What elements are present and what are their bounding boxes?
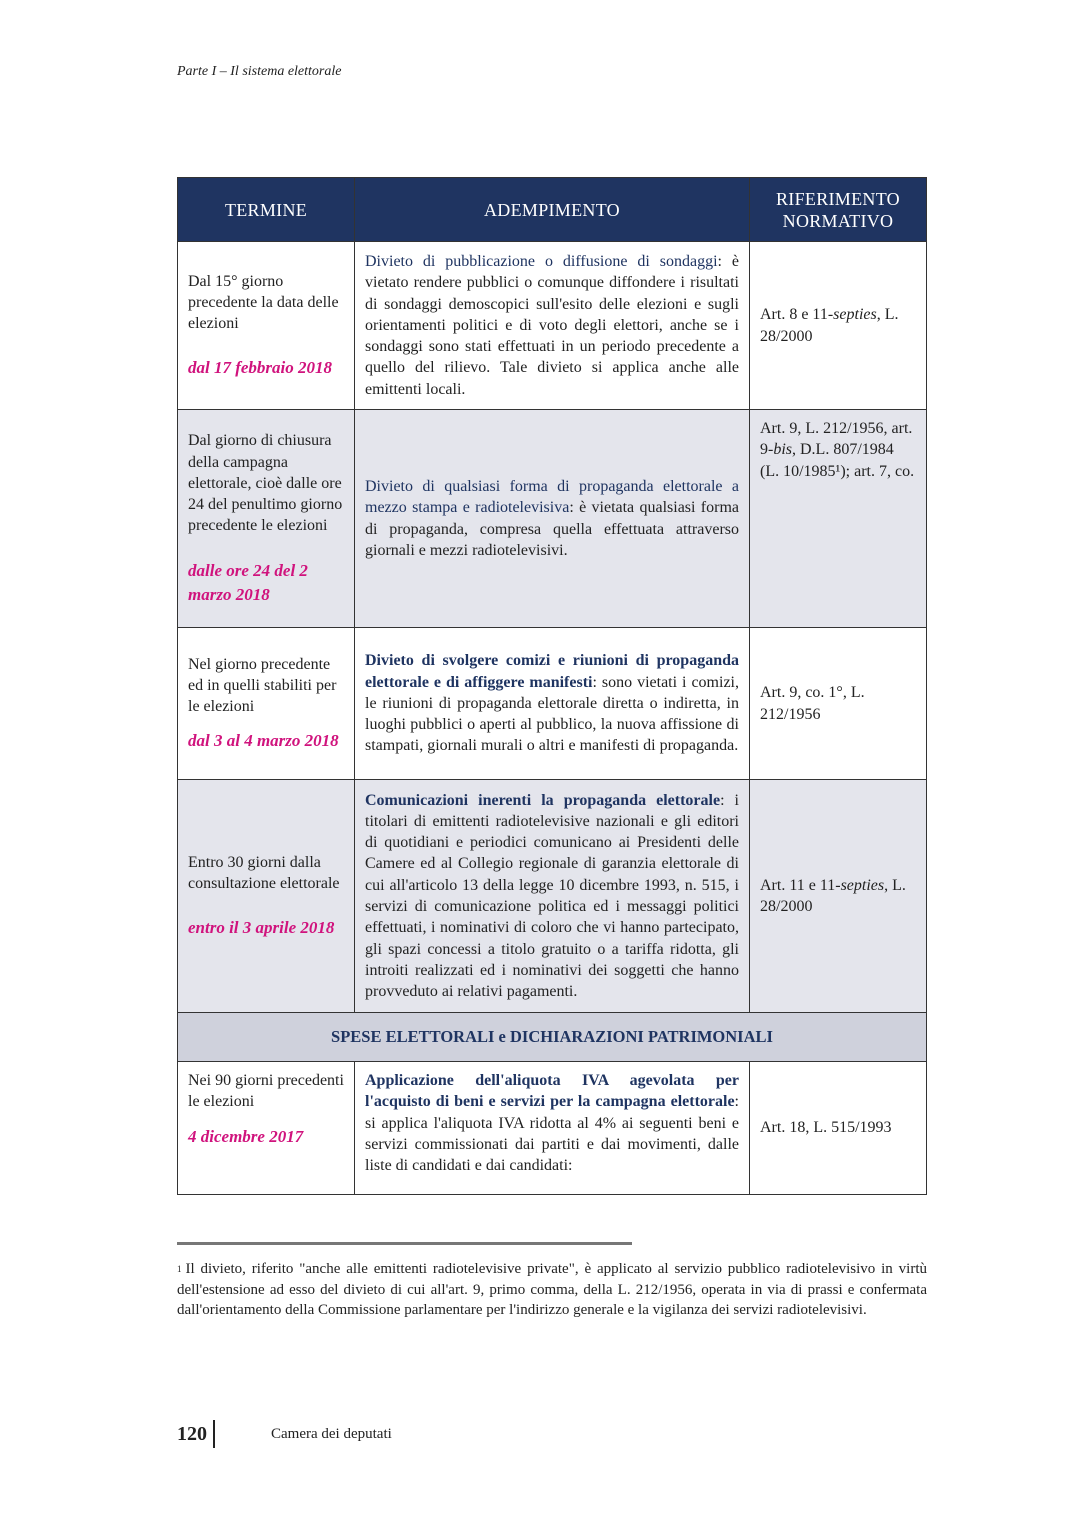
date-text: dal 17 febbraio 2018 — [188, 358, 333, 378]
reference-text: , D.L. 807/1984 (L. 10/1985¹); art. 7, co. — [760, 441, 915, 480]
obligation-cell — [355, 410, 750, 628]
reference-italic: septies — [833, 306, 877, 324]
obligation-text: : è vietata qualsiasi forma di propaganda, compresa quella effettuata attraverso giornali e mezzi radiotelevisivi. — [365, 499, 739, 559]
obligation-lead: Divieto di svolgere comizi e riunioni di propaganda elettorale e di affiggere manifesti — [365, 652, 739, 691]
obligation-text: : i titolari di emittenti radiotelevisive nazionali e gli editori di quotidiani e periodici comunicano ai Presidenti delle Camere ed al Collegio regionale di garanzia elettorale di cui all'articolo 13 della legge 10 dicembre 1993, n. 515, i servizi di comunicazione politica ed i messaggi politici effettuati, i nominativi di coloro che vi hanno partecipato, gli spazi concessi a titolo gratuito o a tariffa ridotta, gli introiti realizzati ed i nominativi dei soggetti che hanno provveduto ai relativi pagamenti. — [365, 791, 739, 1001]
reference-text: Art. 11 e 11- — [760, 876, 841, 894]
term-cell — [178, 1062, 355, 1195]
reference-text: Art. 8 e 11- — [760, 306, 834, 324]
table-header-row — [178, 178, 927, 242]
term-text: Nei 90 giorni precedenti le elezioni — [188, 1072, 344, 1111]
reference-text: Art. 18, L. 515/1993 — [760, 1119, 892, 1137]
term-text: Dal 15° giorno precedente la data delle elezioni — [188, 272, 339, 333]
table-row — [178, 410, 927, 628]
obligation-cell — [355, 1062, 750, 1195]
reference-text: , L. 28/2000 — [760, 876, 906, 915]
reference-cell — [750, 1062, 927, 1195]
deadlines-table — [177, 177, 927, 1195]
table-row — [178, 1062, 927, 1195]
table-row — [178, 780, 927, 1013]
section-title: SPESE ELETTORALI e DICHIARAZIONI PATRIMONIALI — [178, 1013, 927, 1062]
reference-text: Art. 9, L. 212/1956, art. 9- — [760, 420, 913, 459]
page-footer — [177, 1420, 392, 1448]
column-header-riferimento: RIFERIMENTO NORMATIVO — [750, 178, 927, 242]
table-row — [178, 628, 927, 780]
reference-text: Art. 9, co. 1°, L. 212/1956 — [760, 684, 865, 723]
term-text: Nel giorno precedente ed in quelli stabiliti per le elezioni — [188, 655, 337, 716]
section-header-row — [178, 1013, 927, 1062]
obligation-lead: Divieto di qualsiasi forma di propaganda elettorale a mezzo stampa e radiotelevisiva — [365, 477, 739, 517]
date-text: dal 3 al 4 marzo 2018 — [188, 731, 339, 751]
table-row — [178, 242, 927, 410]
footnote-mark: 1 — [177, 1264, 182, 1274]
reference-cell — [750, 242, 927, 410]
footnote-text: Il divieto, riferito "anche alle emittenti radiotelevisive private", è applicato al servizio pubblico radiotelevisivo in virtù dell'estensione ad esso del divieto di cui all'art. 9, primo comma, della L. 212/1956, operata in via di prassi e confermata dall'orientamento della Commissione parlamentare per l'indirizzo generale e la vigilanza dei servizi radiotelevisivi. — [177, 1261, 927, 1318]
term-text: Entro 30 giorni dalla consultazione elettorale — [188, 853, 340, 892]
obligation-cell — [355, 780, 750, 1013]
running-header: Parte I – Il sistema elettorale — [177, 64, 342, 79]
obligation-text: : si applica l'aliquota IVA ridotta al 4% ai seguenti beni e servizi commissionati dai partiti e dai movimenti, dalle liste di candidati e dai candidati: — [365, 1093, 739, 1175]
reference-cell — [750, 780, 927, 1013]
obligation-lead: Divieto di pubblicazione o diffusione di sondaggi — [365, 252, 718, 270]
reference-cell — [750, 410, 927, 628]
footnote-divider — [177, 1242, 632, 1245]
obligation-text: : è vietato rendere pubblici o comunque diffondere i risultati di sondaggi demoscopici sull'esito delle elezioni e sugli orientamenti politici e di voto degli elettori, anche se i sondaggi sono stati effettuati in un periodo precedente a quello del rilievo. Tale divieto si applica anche alle emittenti locali. — [365, 252, 740, 398]
page-number: 120 — [177, 1420, 215, 1448]
reference-italic: bis — [773, 441, 792, 459]
obligation-lead: Comunicazioni inerenti la propaganda elettorale — [365, 791, 721, 809]
date-text: entro il 3 aprile 2018 — [188, 918, 335, 938]
date-text: dalle ore 24 del 2 marzo 2018 — [188, 560, 308, 604]
column-header-termine: TERMINE — [178, 178, 355, 242]
footnote — [177, 1259, 927, 1321]
reference-italic: septies — [840, 876, 885, 894]
term-cell — [178, 410, 355, 628]
reference-cell — [750, 628, 927, 780]
obligation-cell — [355, 242, 750, 410]
obligation-cell — [355, 628, 750, 780]
column-header-adempimento: ADEMPIMENTO — [355, 178, 750, 242]
term-cell — [178, 628, 355, 780]
publisher-name: Camera dei deputati — [271, 1425, 392, 1442]
obligation-lead: Applicazione dell'aliquota IVA agevolata per l'acquisto di beni e servizi per la campagna elettorale — [365, 1072, 739, 1111]
reference-text: , L. 28/2000 — [760, 306, 899, 345]
term-text: Dal giorno di chiusura della campagna elettorale, cioè dalle ore 24 del penultimo giorno precedente le elezioni — [188, 432, 343, 535]
date-text: 4 dicembre 2017 — [188, 1126, 304, 1146]
term-cell — [178, 242, 355, 410]
obligation-text: : sono vietati i comizi, le riunioni di propaganda elettorale diretta o indiretta, in luoghi pubblici o aperti al pubblico, la nuova affissione di stampati, giornali murali o altri e manifesti di propaganda. — [365, 673, 739, 755]
term-cell — [178, 780, 355, 1013]
